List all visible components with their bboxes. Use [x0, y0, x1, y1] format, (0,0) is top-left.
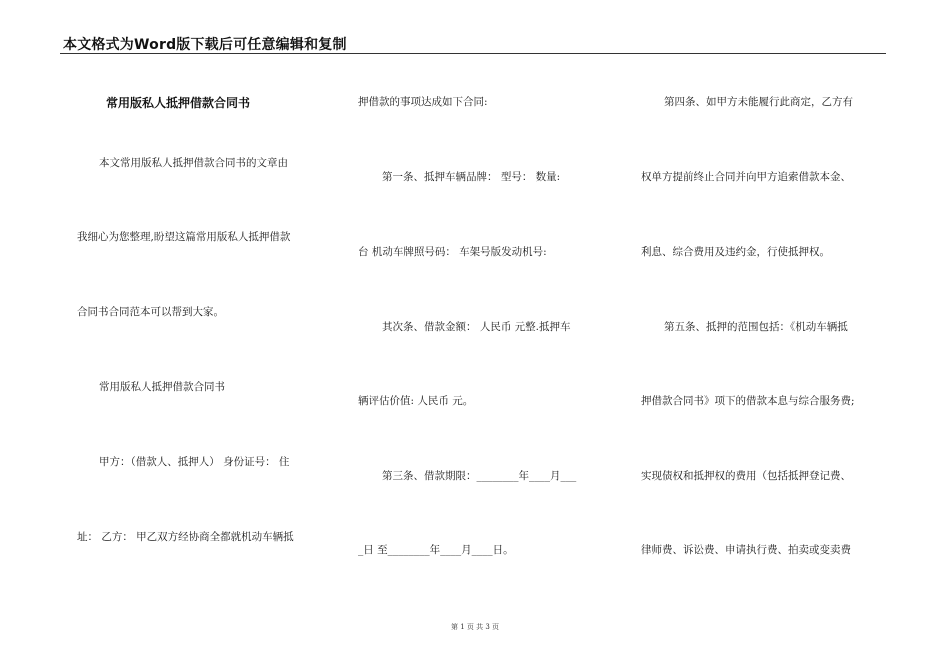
paragraph-line: 本文常用版私人抵押借款合同书的文章由	[99, 157, 288, 169]
paragraph-line: 利息、综合费用及违约金，行使抵押权。	[641, 246, 830, 258]
section-heading: 常用版私人抵押借款合同书	[99, 381, 225, 393]
paragraph-line: _日 至________年____月____日。	[358, 544, 514, 556]
text-column-1	[70, 60, 340, 620]
paragraph-line: 权单方提前终止合同并向甲方追索借款本金、	[641, 171, 851, 183]
paragraph-line: 其次条、借款金额： 人民币 元整.抵押车	[382, 321, 571, 333]
paragraph-line: 台 机动车牌照号码： 车架号版发动机号:	[358, 246, 547, 258]
paragraph-line: 甲方：（借款人、抵押人） 身份证号： 住	[99, 456, 290, 468]
paragraph-line: 押借款合同书》项下的借款本息与综合服务费;	[641, 395, 855, 407]
paragraph-line: 实现债权和抵押权的费用（包括抵押登记费、	[641, 470, 851, 482]
paragraph-line: 押借款的事项达成如下合同:	[358, 96, 488, 108]
paragraph-line: 第四条、如甲方未能履行此商定，乙方有	[664, 96, 853, 108]
header-divider	[60, 53, 886, 54]
paragraph-line: 址： 乙方： 甲乙双方经协商全都就机动车辆抵	[77, 531, 294, 543]
paragraph-line: 辆评估价值: 人民币 元。	[358, 395, 474, 407]
document-title: 常用版私人抵押借款合同书	[106, 96, 251, 110]
paragraph-line: 合同书合同范本可以帮到大家。	[77, 306, 224, 318]
text-column-2	[355, 60, 635, 620]
text-column-3	[638, 60, 888, 620]
page-number: 第 1 页 共 3 页	[450, 623, 500, 631]
paragraph-line: 我细心为您整理,盼望这篇常用版私人抵押借款	[77, 231, 291, 243]
paragraph-line: 律师费、诉讼费、申请执行费、拍卖或变卖费	[641, 544, 851, 556]
document-header: 本文格式为Word版下载后可任意编辑和复制	[63, 37, 347, 53]
paragraph-line: 第一条、抵押车辆品牌： 型号： 数量:	[382, 171, 561, 183]
paragraph-line: 第三条、借款期限：________年____月___	[382, 470, 577, 482]
paragraph-line: 第五条、抵押的范围包括：《机动车辆抵	[664, 321, 848, 333]
